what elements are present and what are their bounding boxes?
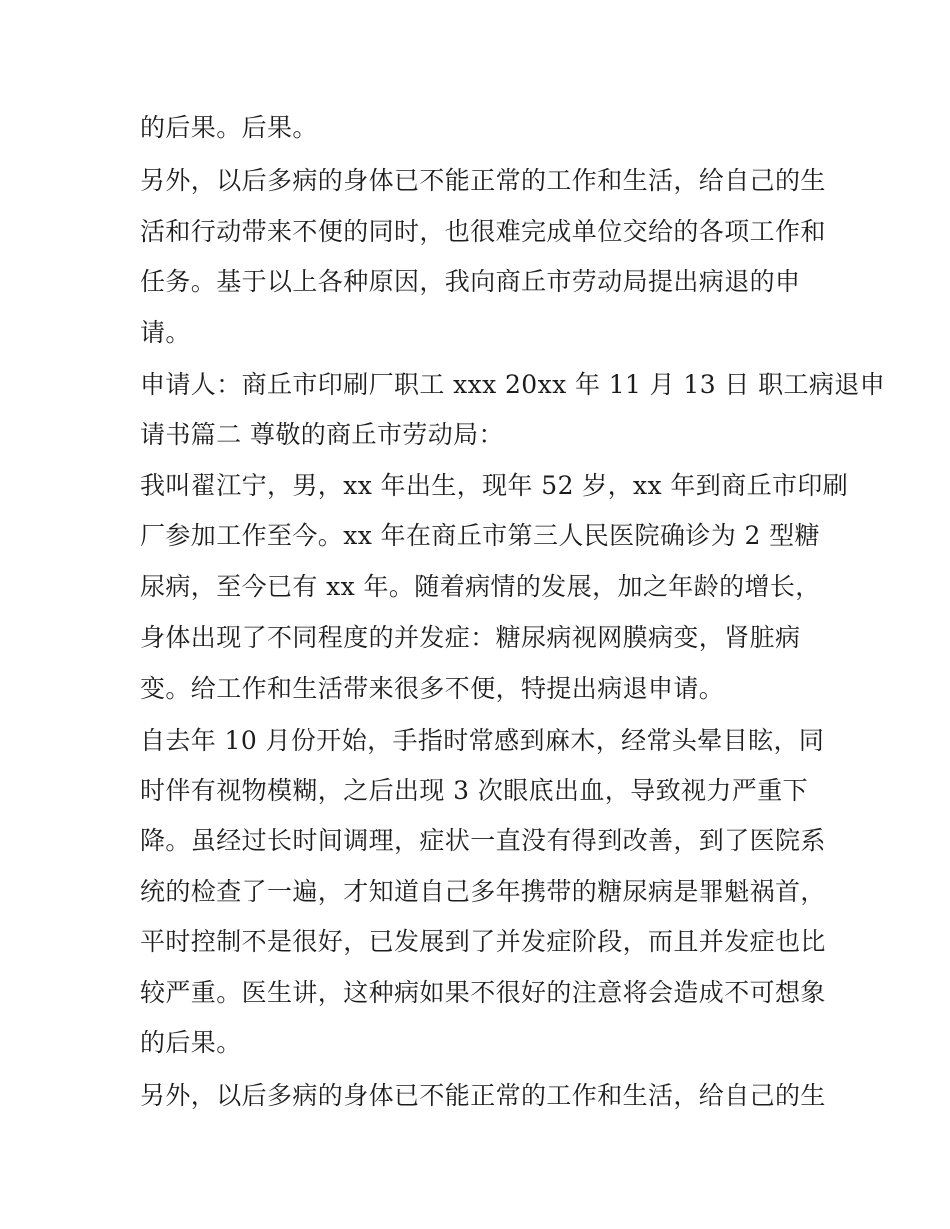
text-line: 另外，以后多病的身体已不能正常的工作和生活，给自己的生 <box>140 166 826 195</box>
text-line: 活和行动带来不便的同时，也很难完成单位交给的各项工作和 <box>140 217 826 246</box>
text-line: 尿病，至今已有 xx 年。随着病情的发展，加之年龄的增长， <box>140 572 821 601</box>
text-line: 平时控制不是很好，已发展到了并发症阶段，而且并发症也比 <box>140 927 826 956</box>
text-line: 厂参加工作至今。xx 年在商丘市第三人民医院确诊为 2 型糖 <box>140 521 820 550</box>
text-line: 统的检查了一遍，才知道自己多年携带的糖尿病是罪魁祸首， <box>140 877 826 906</box>
text-line: 较严重。医生讲，这种病如果不很好的注意将会造成不可想象 <box>140 978 826 1007</box>
text-line: 申请人：商丘市印刷厂职工 xxx 20xx 年 11 月 13 日 职工病退申 <box>140 370 886 399</box>
text-line: 的后果。 <box>140 1028 242 1057</box>
text-line: 自去年 10 月份开始，手指时常感到麻木，经常头晕目眩，同 <box>140 726 825 755</box>
text-line: 我叫翟江宁，男，xx 年出生，现年 52 岁，xx 年到商丘市印刷 <box>140 471 849 500</box>
text-line: 任务。基于以上各种原因，我向商丘市劳动局提出病退的申 <box>140 267 801 296</box>
text-line: 的后果。后果。 <box>140 113 318 142</box>
text-line: 降。虽经过长时间调理，症状一直没有得到改善，到了医院系 <box>140 826 826 855</box>
text-line: 另外，以后多病的身体已不能正常的工作和生活，给自己的生 <box>140 1081 826 1110</box>
text-line: 身体出现了不同程度的并发症：糖尿病视网膜病变，肾脏病 <box>140 623 801 652</box>
text-line: 时伴有视物模糊，之后出现 3 次眼底出血，导致视力严重下 <box>140 776 809 805</box>
text-line: 请。 <box>140 318 191 347</box>
text-line: 变。给工作和生活带来很多不便，特提出病退申请。 <box>140 674 725 703</box>
text-line: 请书篇二 尊敬的商丘市劳动局： <box>140 420 504 449</box>
